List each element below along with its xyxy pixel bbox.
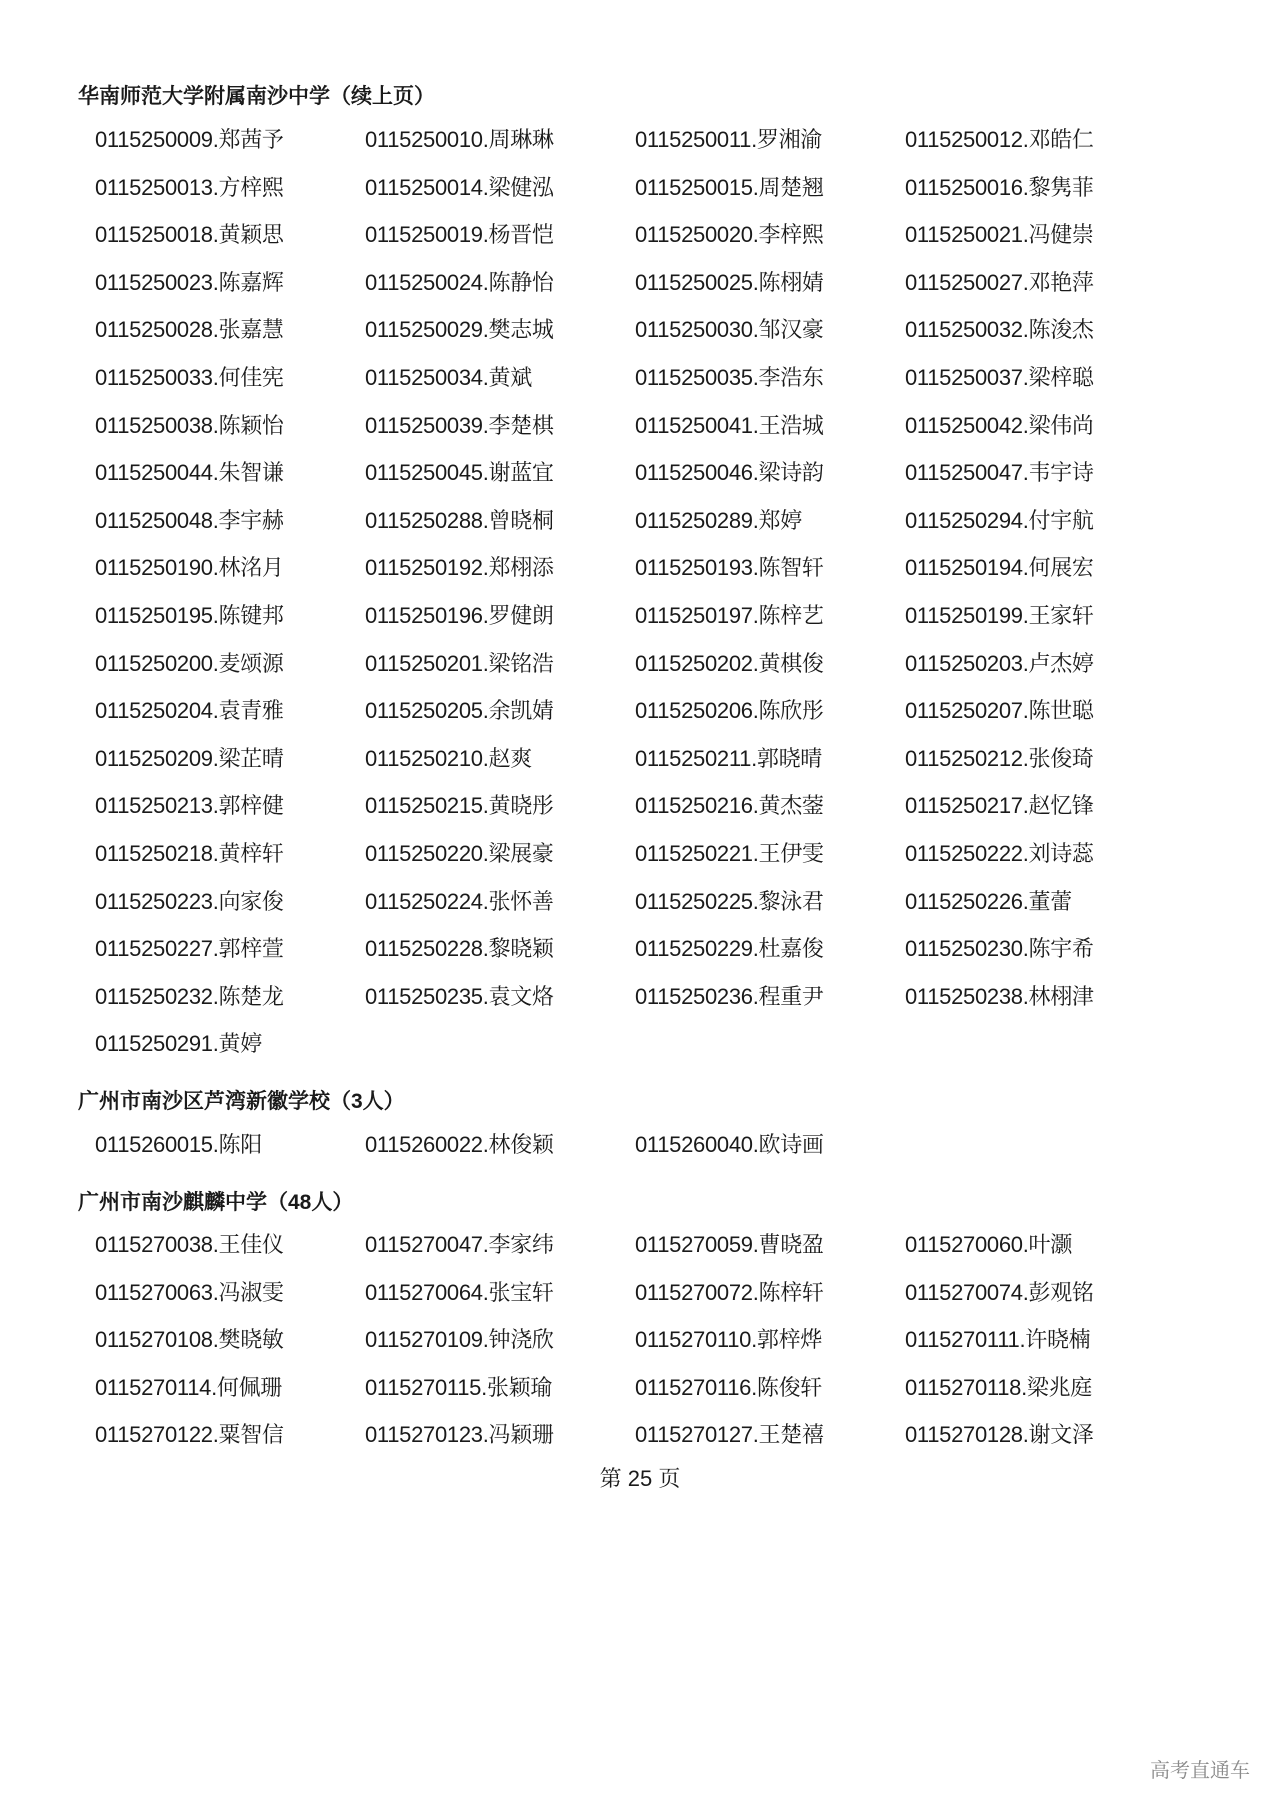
student-entry: 0115270111.许晓楠: [905, 1327, 1091, 1353]
student-entry: 0115250204.袁青雅: [95, 698, 284, 724]
student-entry: 0115250222.刘诗蕊: [905, 840, 1094, 866]
student-entry: 0115250223.向家俊: [95, 888, 284, 914]
student-entry: 0115250229.杜嘉俊: [635, 936, 824, 962]
student-entry: 0115250206.陈欣彤: [635, 698, 824, 724]
student-entry: 0115250044.朱智谦: [95, 460, 284, 486]
student-entry: 0115250029.樊志城: [365, 317, 554, 343]
student-entry: 0115270110.郭梓烨: [635, 1327, 823, 1353]
student-entry: 0115250238.林栩津: [905, 983, 1094, 1009]
student-entry: 0115250020.李梓熙: [635, 222, 824, 248]
student-entry: 0115250046.梁诗韵: [635, 460, 824, 486]
student-entry: 0115250199.王家轩: [905, 602, 1094, 628]
student-entry: 0115250028.张嘉慧: [95, 317, 284, 343]
student-entry: 0115270063.冯淑雯: [95, 1279, 284, 1305]
student-entry: 0115250224.张怀善: [365, 888, 554, 914]
student-entry: 0115270118.梁兆庭: [905, 1374, 1093, 1400]
student-entry: 0115250211.郭晓晴: [635, 745, 823, 771]
student-entry: 0115270064.张宝轩: [365, 1279, 554, 1305]
student-entry: 0115250013.方梓熙: [95, 174, 284, 200]
student-entry: 0115250197.陈梓艺: [635, 602, 824, 628]
student-entry: 0115250207.陈世聪: [905, 698, 1094, 724]
student-entry: 0115250212.张俊琦: [905, 745, 1094, 771]
student-entry: 0115250024.陈静怡: [365, 269, 554, 295]
student-entry: 0115270114.何佩珊: [95, 1374, 283, 1400]
student-entry: 0115270122.粟智信: [95, 1422, 284, 1448]
student-entry: 0115250015.周楚翘: [635, 174, 824, 200]
student-list: [95, 1231, 1175, 1469]
student-entry: 0115270047.李家纬: [365, 1232, 554, 1257]
student-entry: 0115270127.王楚禧: [635, 1422, 824, 1448]
student-entry: 0115250201.梁铭浩: [365, 650, 554, 676]
student-entry: 0115270108.樊晓敏: [95, 1327, 284, 1353]
student-entry: 0115260015.陈阳: [95, 1132, 262, 1157]
student-entry: 0115260022.林俊颖: [365, 1132, 554, 1157]
student-list: [95, 1131, 1175, 1179]
student-entry: 0115250190.林洺月: [95, 555, 284, 581]
student-entry: 0115250009.郑茜予: [95, 127, 284, 152]
student-entry: 0115270038.王佳仪: [95, 1232, 284, 1257]
student-entry: 0115250218.黄梓轩: [95, 840, 284, 866]
student-entry: 0115270116.陈俊轩: [635, 1374, 823, 1400]
student-entry: 0115250196.罗健朗: [365, 602, 554, 628]
student-entry: 0115250235.袁文烙: [365, 983, 554, 1009]
student-entry: 0115250019.杨晋恺: [365, 222, 554, 248]
student-entry: 0115250210.赵爽: [365, 745, 532, 771]
student-entry: 0115250032.陈浚杰: [905, 317, 1094, 343]
student-entry: 0115270074.彭观铭: [905, 1279, 1094, 1305]
student-entry: 0115250236.程重尹: [635, 983, 824, 1009]
student-entry: 0115250221.王伊雯: [635, 840, 824, 866]
section-heading: 广州市南沙区芦湾新徽学校（3人）: [78, 1090, 405, 1113]
student-entry: 0115250192.郑栩添: [365, 555, 554, 581]
student-entry: 0115250195.陈键邦: [95, 602, 284, 628]
student-entry: 0115250047.韦宇诗: [905, 460, 1094, 486]
student-entry: 0115250023.陈嘉辉: [95, 269, 284, 295]
student-entry: 0115270060.叶灏: [905, 1232, 1072, 1257]
section-heading: 华南师范大学附属南沙中学（续上页）: [78, 85, 435, 108]
student-entry: 0115250021.冯健崇: [905, 222, 1094, 248]
student-entry: 0115250010.周琳琳: [365, 127, 554, 152]
student-entry: 0115270109.钟浇欣: [365, 1327, 554, 1353]
student-entry: 0115250220.梁展豪: [365, 840, 554, 866]
student-entry: 0115250227.郭梓萱: [95, 936, 284, 962]
watermark: 高考直通车: [1150, 1760, 1250, 1782]
student-entry: 0115250225.黎泳君: [635, 888, 824, 914]
student-entry: 0115250048.李宇赫: [95, 507, 284, 533]
student-entry: 0115250045.谢蓝宜: [365, 460, 554, 486]
student-entry: 0115250230.陈宇希: [905, 936, 1094, 962]
student-entry: 0115250213.郭梓健: [95, 793, 284, 819]
student-entry: 0115250205.余凯婧: [365, 698, 554, 724]
student-entry: 0115250202.黄棋俊: [635, 650, 824, 676]
student-entry: 0115250294.付宇航: [905, 507, 1094, 533]
student-entry: 0115270059.曹晓盈: [635, 1232, 824, 1257]
student-entry: 0115250035.李浩东: [635, 364, 824, 390]
student-entry: 0115250194.何展宏: [905, 555, 1094, 581]
student-entry: 0115250217.赵忆锋: [905, 793, 1094, 819]
student-entry: 0115250291.黄婷: [95, 1031, 262, 1057]
student-entry: 0115250034.黄斌: [365, 364, 532, 390]
student-list: [95, 126, 1175, 1078]
student-entry: 0115250030.邹汉豪: [635, 317, 824, 343]
student-entry: 0115250216.黄杰蓥: [635, 793, 824, 819]
student-entry: 0115250037.梁梓聪: [905, 364, 1094, 390]
student-entry: 0115260040.欧诗画: [635, 1132, 824, 1157]
student-entry: 0115250014.梁健泓: [365, 174, 554, 200]
student-entry: 0115250203.卢杰婷: [905, 650, 1094, 676]
student-entry: 0115250232.陈楚龙: [95, 983, 284, 1009]
student-entry: 0115270123.冯颖珊: [365, 1422, 554, 1448]
student-entry: 0115270072.陈梓轩: [635, 1279, 824, 1305]
student-entry: 0115250025.陈栩婧: [635, 269, 824, 295]
student-entry: 0115250042.梁伟尚: [905, 412, 1094, 438]
student-entry: 0115250012.邓皓仁: [905, 127, 1094, 152]
student-entry: 0115250228.黎晓颖: [365, 936, 554, 962]
page-number: 第 25 页: [599, 1466, 681, 1491]
student-entry: 0115250226.董蕾: [905, 888, 1072, 914]
student-entry: 0115250193.陈智轩: [635, 555, 824, 581]
student-entry: 0115270128.谢文泽: [905, 1422, 1094, 1448]
student-entry: 0115250041.王浩城: [635, 412, 824, 438]
student-entry: 0115250215.黄晓彤: [365, 793, 554, 819]
student-entry: 0115250016.黎隽菲: [905, 174, 1094, 200]
student-entry: 0115250027.邓艳萍: [905, 269, 1094, 295]
student-entry: 0115270115.张颖瑜: [365, 1374, 553, 1400]
student-entry: 0115250033.何佳宪: [95, 364, 284, 390]
student-entry: 0115250288.曾晓桐: [365, 507, 554, 533]
student-entry: 0115250200.麦颂源: [95, 650, 284, 676]
student-entry: 0115250289.郑婷: [635, 507, 802, 533]
student-entry: 0115250038.陈颖怡: [95, 412, 284, 438]
student-entry: 0115250018.黄颖思: [95, 222, 284, 248]
student-entry: 0115250039.李楚棋: [365, 412, 554, 438]
section-heading: 广州市南沙麒麟中学（48人）: [78, 1191, 354, 1214]
student-entry: 0115250209.梁芷晴: [95, 745, 284, 771]
student-entry: 0115250011.罗湘渝: [635, 127, 823, 152]
